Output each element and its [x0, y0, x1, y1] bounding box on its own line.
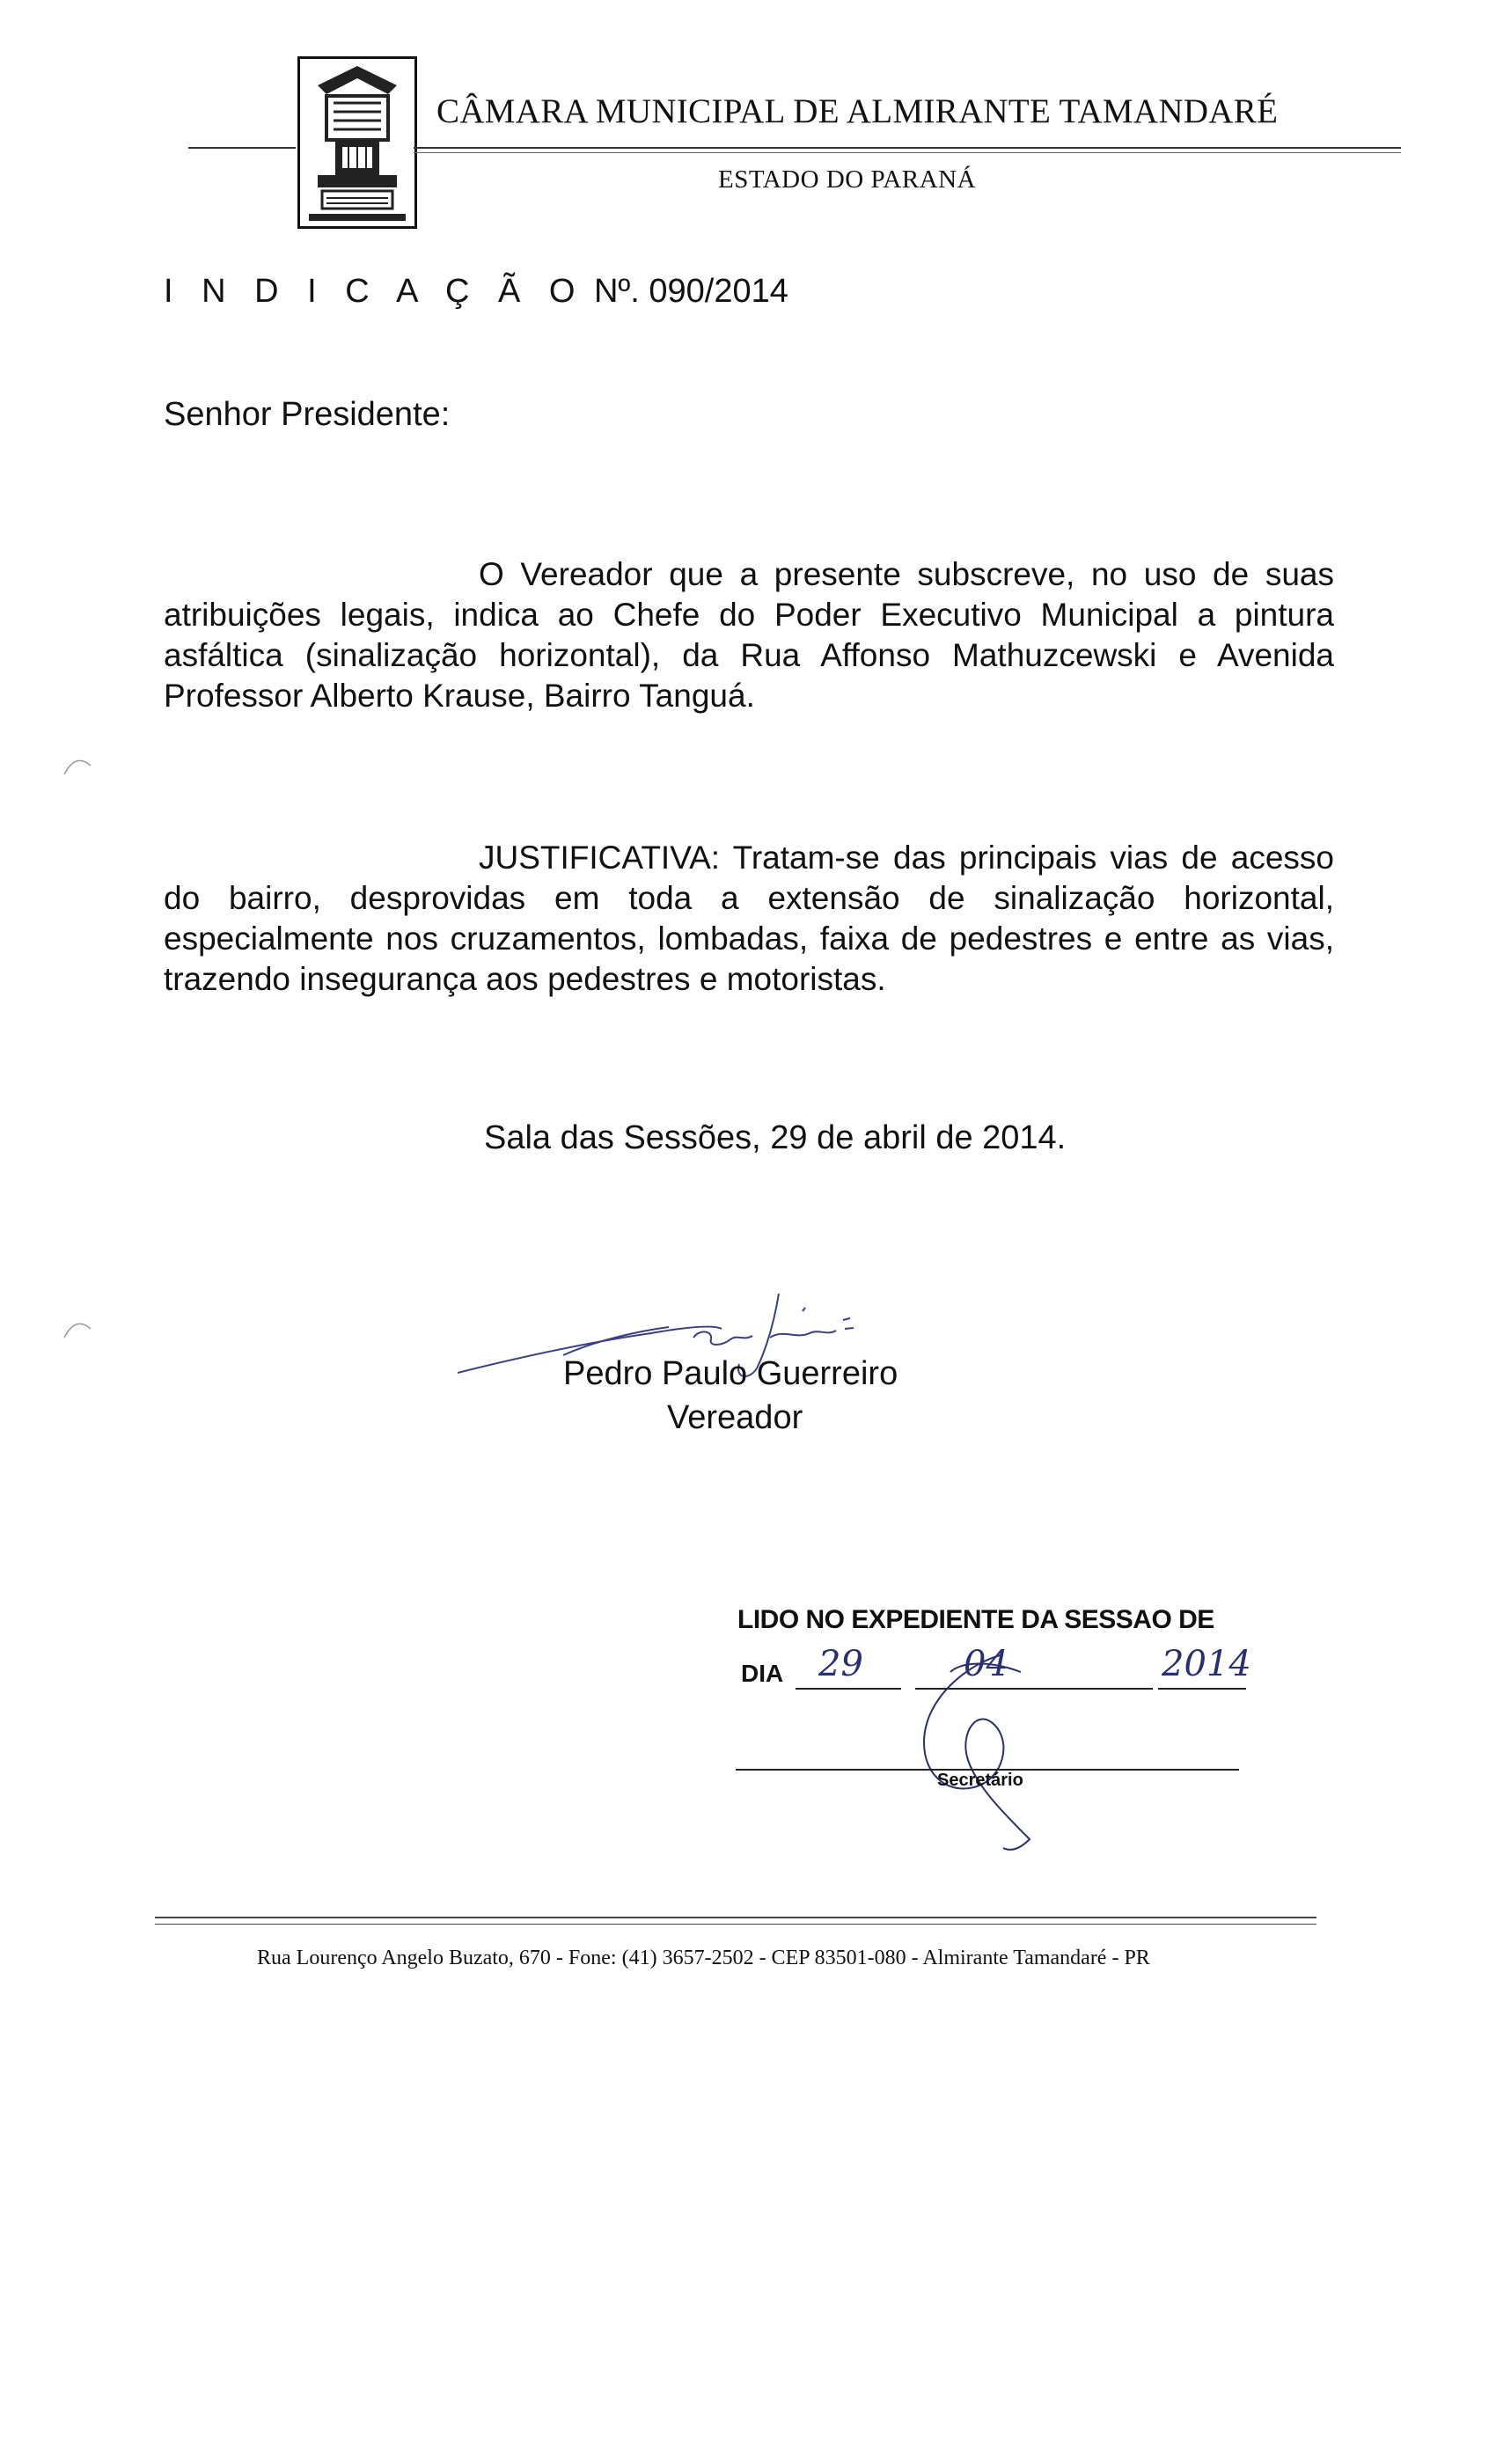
reading-stamp-year: 2014	[1162, 1644, 1251, 1684]
footer-address: Rua Lourenço Angelo Buzato, 670 - Fone: (41) 3657-2502 - CEP 83501-080 - Almirante Tamandaré - PR	[257, 1947, 1150, 1969]
state-name: ESTADO DO PARANÁ	[718, 165, 977, 194]
paragraph-justification-text: JUSTIFICATIVA: Tratam-se das principais vias de acesso do bairro, desprovidas em toda a extensão de sinalização horizontal, especialmente nos cruzamentos, lombadas, faixa de pedestres e entre as vias, trazendo insegurança aos pedestres e motoristas.	[164, 840, 1334, 997]
reading-stamp-heading: LIDO NO EXPEDIENTE DA SESSAO DE	[737, 1605, 1214, 1634]
header-rule-right	[414, 147, 1401, 149]
reading-stamp-day: 29	[818, 1644, 863, 1684]
reading-stamp-secretary-label: Secretário	[937, 1771, 1023, 1790]
paragraph-indication	[164, 554, 1334, 716]
signatory-role: Vereador	[667, 1399, 803, 1436]
date-line: Sala das Sessões, 29 de abril de 2014.	[484, 1119, 1067, 1156]
chamber-name: CÂMARA MUNICIPAL DE ALMIRANTE TAMANDARÉ	[436, 92, 1279, 130]
secretary-signature	[880, 1637, 1091, 1866]
paragraph-justification	[164, 838, 1334, 1000]
greeting: Senhor Presidente:	[164, 396, 451, 433]
header-rule-left	[188, 147, 296, 149]
punch-hole-mark	[60, 1311, 95, 1346]
reading-stamp-day-label: DIA	[741, 1660, 784, 1687]
stamp-year-underline	[1158, 1688, 1246, 1690]
paragraph-indication-text: O Vereador que a presente subscreve, no uso de suas atribuições legais, indica ao Chefe do Poder Executivo Municipal a pintura asfáltica (sinalização horizontal), da Rua Affonso Mathuzcewski e Avenida Professor Alberto Krause, Bairro Tanguá.	[164, 556, 1334, 714]
punch-hole-mark	[60, 748, 95, 783]
title-letters: I N D I C A Ç Ã O	[164, 273, 585, 310]
footer-rule-bottom	[155, 1924, 1316, 1925]
municipal-coat-of-arms-icon	[297, 56, 417, 229]
title-number: Nº. 090/2014	[593, 273, 788, 310]
reading-stamp-month: 04	[964, 1644, 1008, 1684]
signatory-name: Pedro Paulo Guerreiro	[563, 1355, 898, 1392]
footer-rule-top	[155, 1917, 1316, 1918]
document-title	[164, 273, 788, 311]
crest-graphic	[300, 59, 414, 226]
header-rule-right-thin	[414, 152, 1401, 153]
